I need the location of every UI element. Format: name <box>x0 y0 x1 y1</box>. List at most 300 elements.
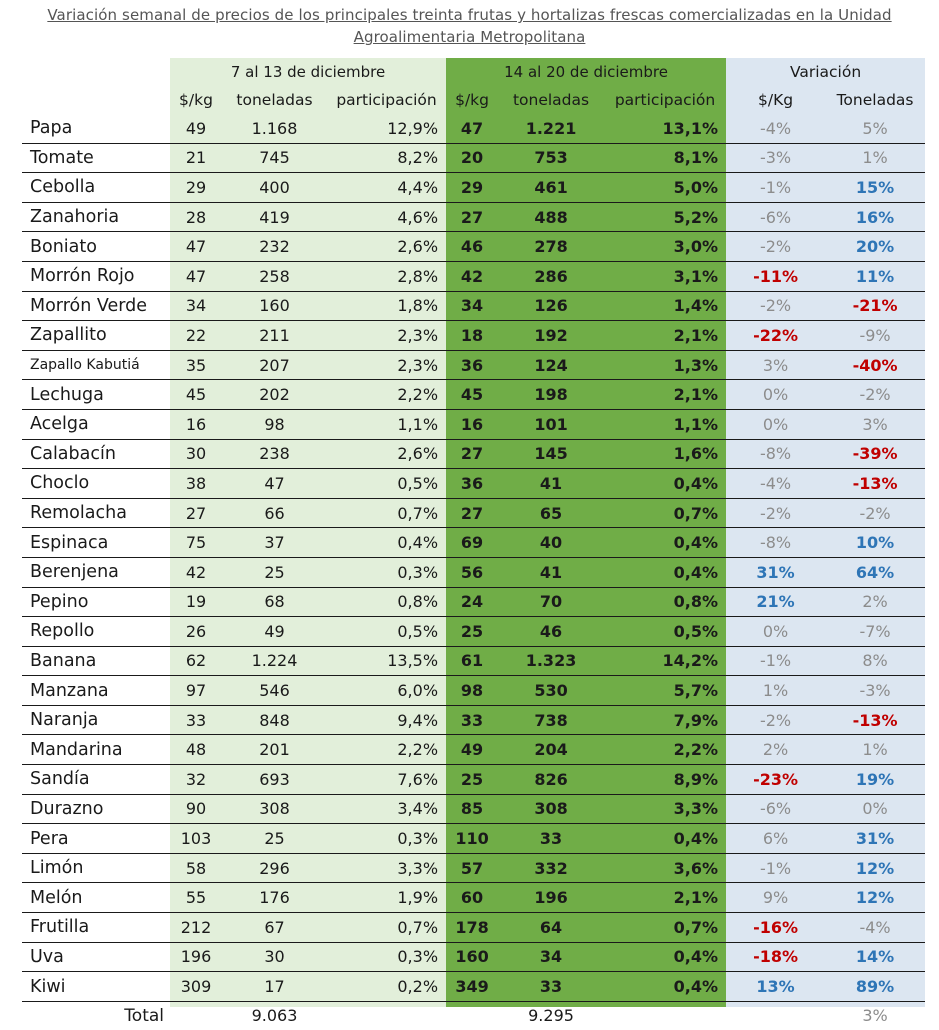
tons-week2: 332 <box>498 853 604 883</box>
tons-week1: 848 <box>222 705 327 735</box>
total-spacer-1 <box>170 1001 222 1030</box>
variation-price: -2% <box>726 705 825 735</box>
product-name: Calabacín <box>22 439 170 469</box>
share-week2: 1,1% <box>604 409 726 439</box>
product-name: Lechuga <box>22 380 170 410</box>
price-week1: 309 <box>170 972 222 1002</box>
share-week1: 2,6% <box>327 232 446 262</box>
price-week1: 35 <box>170 350 222 380</box>
variation-price: -8% <box>726 439 825 469</box>
product-name: Melón <box>22 883 170 913</box>
product-name: Boniato <box>22 232 170 262</box>
variation-tons: 10% <box>825 528 925 558</box>
price-week2: 85 <box>446 794 498 824</box>
variation-tons: 5% <box>825 114 925 143</box>
total-spacer-3 <box>446 1001 498 1030</box>
price-week2: 47 <box>446 114 498 143</box>
total-label: Total <box>124 1005 164 1026</box>
tons-week2: 196 <box>498 883 604 913</box>
variation-price: 2% <box>726 735 825 765</box>
tons-week2: 34 <box>498 942 604 972</box>
tons-week2: 461 <box>498 173 604 203</box>
share-week1: 2,2% <box>327 380 446 410</box>
price-week2: 25 <box>446 617 498 647</box>
price-week2: 18 <box>446 321 498 351</box>
product-name: Espinaca <box>22 528 170 558</box>
table-row <box>22 617 925 647</box>
total-tons-week2: 9.295 <box>528 1006 574 1026</box>
total-spacer-2 <box>327 1001 446 1030</box>
price-week2: 33 <box>446 705 498 735</box>
share-week1: 1,1% <box>327 409 446 439</box>
total-spacer-4 <box>604 1001 726 1030</box>
variation-tons: 12% <box>825 883 925 913</box>
table-row <box>22 409 925 439</box>
price-week2: 42 <box>446 261 498 291</box>
variation-tons: 1% <box>825 143 925 173</box>
tons-week1: 693 <box>222 765 327 795</box>
tons-week1: 176 <box>222 883 327 913</box>
col-tons-week1: toneladas <box>236 91 313 109</box>
table-row <box>22 824 925 854</box>
table-row <box>22 765 925 795</box>
share-week1: 7,6% <box>327 765 446 795</box>
tons-week1: 17 <box>222 972 327 1002</box>
tons-week1: 202 <box>222 380 327 410</box>
tons-week1: 296 <box>222 853 327 883</box>
table-row <box>22 173 925 203</box>
total-variation-tons: 3% <box>862 1006 888 1026</box>
share-week1: 12,9% <box>327 114 446 143</box>
price-week1: 28 <box>170 202 222 232</box>
variation-tons: 2% <box>825 587 925 617</box>
variation-price: -3% <box>726 143 825 173</box>
variation-tons: -40% <box>825 350 925 380</box>
total-tons-week1: 9.063 <box>251 1006 298 1026</box>
price-week2: 110 <box>446 824 498 854</box>
title-line-2: Agroalimentaria Metropolitana <box>353 28 586 46</box>
share-week1: 0,7% <box>327 498 446 528</box>
price-week2: 25 <box>446 765 498 795</box>
variation-price: -18% <box>726 942 825 972</box>
product-name: Mandarina <box>22 735 170 765</box>
share-week1: 4,6% <box>327 202 446 232</box>
page-title <box>0 4 939 48</box>
share-week1: 0,7% <box>327 913 446 943</box>
tons-week1: 400 <box>222 173 327 203</box>
tons-week1: 1.224 <box>222 646 327 676</box>
product-name: Limón <box>22 853 170 883</box>
variation-price: -2% <box>726 291 825 321</box>
table-row <box>22 794 925 824</box>
variation-header: Variación <box>789 63 862 81</box>
share-week2: 5,2% <box>604 202 726 232</box>
share-week2: 2,1% <box>604 380 726 410</box>
product-name: Morrón Verde <box>22 291 170 321</box>
price-week2: 45 <box>446 380 498 410</box>
variation-price: -6% <box>726 794 825 824</box>
share-week1: 0,8% <box>327 587 446 617</box>
tons-week2: 1.323 <box>498 646 604 676</box>
share-week2: 7,9% <box>604 705 726 735</box>
product-name: Berenjena <box>22 557 170 587</box>
title-line-1: Variación semanal de precios de los principales treinta frutas y hortalizas frescas comercializadas en la Unidad <box>47 6 892 24</box>
table-row <box>22 261 925 291</box>
price-week2: 20 <box>446 143 498 173</box>
tons-week1: 546 <box>222 676 327 706</box>
table-row <box>22 143 925 173</box>
col-price-week1: $/kg <box>179 91 213 109</box>
share-week2: 14,2% <box>604 646 726 676</box>
share-week1: 2,6% <box>327 439 446 469</box>
table-row <box>22 735 925 765</box>
table-row <box>22 350 925 380</box>
table-row <box>22 528 925 558</box>
product-name: Papa <box>22 114 170 143</box>
table-row <box>22 972 925 1002</box>
variation-tons: 0% <box>825 794 925 824</box>
tons-week2: 46 <box>498 617 604 647</box>
price-week2: 46 <box>446 232 498 262</box>
variation-price: 9% <box>726 883 825 913</box>
variation-price: -8% <box>726 528 825 558</box>
tons-week1: 66 <box>222 498 327 528</box>
share-week2: 5,0% <box>604 173 726 203</box>
price-week1: 22 <box>170 321 222 351</box>
price-week2: 60 <box>446 883 498 913</box>
price-week1: 97 <box>170 676 222 706</box>
price-week2: 29 <box>446 173 498 203</box>
share-week2: 0,4% <box>604 942 726 972</box>
variation-tons: 20% <box>825 232 925 262</box>
product-name: Repollo <box>22 617 170 647</box>
product-name: Morrón Rojo <box>22 261 170 291</box>
price-week2: 34 <box>446 291 498 321</box>
price-variation-table <box>22 58 925 1030</box>
price-week2: 57 <box>446 853 498 883</box>
product-name: Zapallo Kabutiá <box>22 350 170 380</box>
share-week2: 8,1% <box>604 143 726 173</box>
share-week1: 0,3% <box>327 824 446 854</box>
product-name: Zapallito <box>22 321 170 351</box>
tons-week1: 49 <box>222 617 327 647</box>
share-week1: 9,4% <box>327 705 446 735</box>
tons-week2: 753 <box>498 143 604 173</box>
table-row <box>22 498 925 528</box>
variation-price: -16% <box>726 913 825 943</box>
share-week1: 8,2% <box>327 143 446 173</box>
table-row <box>22 439 925 469</box>
variation-price: -22% <box>726 321 825 351</box>
variation-tons: 3% <box>825 409 925 439</box>
col-var-price: $/Kg <box>758 91 794 109</box>
price-week2: 69 <box>446 528 498 558</box>
share-week1: 0,5% <box>327 617 446 647</box>
col-price-week2: $/kg <box>455 91 489 109</box>
total-row <box>22 1001 925 1030</box>
price-week1: 62 <box>170 646 222 676</box>
share-week2: 2,1% <box>604 321 726 351</box>
table-row <box>22 676 925 706</box>
table-row <box>22 942 925 972</box>
price-week2: 61 <box>446 646 498 676</box>
price-week1: 26 <box>170 617 222 647</box>
variation-price: -4% <box>726 469 825 499</box>
price-week1: 103 <box>170 824 222 854</box>
table-row <box>22 883 925 913</box>
share-week1: 2,2% <box>327 735 446 765</box>
share-week2: 0,4% <box>604 528 726 558</box>
tons-week2: 33 <box>498 824 604 854</box>
variation-tons: -2% <box>825 498 925 528</box>
share-week1: 0,3% <box>327 942 446 972</box>
table-row <box>22 380 925 410</box>
product-name: Tomate <box>22 143 170 173</box>
product-name: Uva <box>22 942 170 972</box>
tons-week2: 101 <box>498 409 604 439</box>
price-week2: 27 <box>446 202 498 232</box>
price-week1: 30 <box>170 439 222 469</box>
tons-week2: 530 <box>498 676 604 706</box>
price-week2: 49 <box>446 735 498 765</box>
price-week2: 98 <box>446 676 498 706</box>
price-week2: 160 <box>446 942 498 972</box>
share-week1: 2,3% <box>327 321 446 351</box>
share-week2: 3,6% <box>604 853 726 883</box>
share-week1: 13,5% <box>327 646 446 676</box>
product-name: Cebolla <box>22 173 170 203</box>
variation-tons: -3% <box>825 676 925 706</box>
table-row <box>22 853 925 883</box>
tons-week1: 211 <box>222 321 327 351</box>
price-week1: 75 <box>170 528 222 558</box>
table-row <box>22 291 925 321</box>
tons-week1: 25 <box>222 824 327 854</box>
table-row <box>22 646 925 676</box>
variation-tons: 15% <box>825 173 925 203</box>
share-week2: 5,7% <box>604 676 726 706</box>
tons-week1: 30 <box>222 942 327 972</box>
tons-week1: 47 <box>222 469 327 499</box>
share-week1: 1,9% <box>327 883 446 913</box>
share-week2: 2,1% <box>604 883 726 913</box>
week1-header: 7 al 13 de diciembre <box>230 63 386 81</box>
share-week2: 0,4% <box>604 824 726 854</box>
share-week2: 1,4% <box>604 291 726 321</box>
tons-week2: 126 <box>498 291 604 321</box>
tons-week2: 204 <box>498 735 604 765</box>
variation-tons: -2% <box>825 380 925 410</box>
variation-price: -6% <box>726 202 825 232</box>
variation-tons: 14% <box>825 942 925 972</box>
share-week2: 1,3% <box>604 350 726 380</box>
tons-week2: 124 <box>498 350 604 380</box>
product-name: Durazno <box>22 794 170 824</box>
share-week2: 0,5% <box>604 617 726 647</box>
col-share-week2: participación <box>614 91 716 109</box>
variation-tons: 19% <box>825 765 925 795</box>
tons-week2: 1.221 <box>498 114 604 143</box>
variation-price: 21% <box>726 587 825 617</box>
share-week2: 13,1% <box>604 114 726 143</box>
variation-price: -1% <box>726 173 825 203</box>
price-week2: 16 <box>446 409 498 439</box>
tons-week2: 33 <box>498 972 604 1002</box>
share-week1: 3,4% <box>327 794 446 824</box>
price-week1: 47 <box>170 261 222 291</box>
tons-week2: 286 <box>498 261 604 291</box>
week2-header: 14 al 20 de diciembre <box>504 63 668 81</box>
tons-week1: 232 <box>222 232 327 262</box>
price-week1: 38 <box>170 469 222 499</box>
tons-week1: 25 <box>222 557 327 587</box>
variation-tons: 31% <box>825 824 925 854</box>
share-week2: 3,1% <box>604 261 726 291</box>
tons-week1: 37 <box>222 528 327 558</box>
price-week1: 21 <box>170 143 222 173</box>
header-row-weeks <box>22 58 925 86</box>
variation-tons: -21% <box>825 291 925 321</box>
share-week2: 0,4% <box>604 972 726 1002</box>
share-week2: 0,8% <box>604 587 726 617</box>
tons-week1: 67 <box>222 913 327 943</box>
share-week2: 0,4% <box>604 557 726 587</box>
share-week1: 2,8% <box>327 261 446 291</box>
share-week2: 3,3% <box>604 794 726 824</box>
product-name: Sandía <box>22 765 170 795</box>
variation-tons: -7% <box>825 617 925 647</box>
tons-week1: 258 <box>222 261 327 291</box>
price-week2: 27 <box>446 498 498 528</box>
total-spacer-5 <box>726 1001 825 1030</box>
product-name: Pepino <box>22 587 170 617</box>
share-week1: 0,2% <box>327 972 446 1002</box>
variation-price: -1% <box>726 853 825 883</box>
price-week1: 16 <box>170 409 222 439</box>
price-week2: 178 <box>446 913 498 943</box>
price-week2: 56 <box>446 557 498 587</box>
variation-price: 3% <box>726 350 825 380</box>
product-name: Kiwi <box>22 972 170 1002</box>
product-name: Zanahoria <box>22 202 170 232</box>
share-week1: 6,0% <box>327 676 446 706</box>
price-week1: 55 <box>170 883 222 913</box>
price-week1: 45 <box>170 380 222 410</box>
price-week1: 212 <box>170 913 222 943</box>
table-row <box>22 587 925 617</box>
col-tons-week2: toneladas <box>512 91 590 109</box>
variation-price: -4% <box>726 114 825 143</box>
tons-week1: 207 <box>222 350 327 380</box>
tons-week2: 70 <box>498 587 604 617</box>
product-name: Acelga <box>22 409 170 439</box>
product-name: Frutilla <box>22 913 170 943</box>
table-row <box>22 232 925 262</box>
product-name: Choclo <box>22 469 170 499</box>
tons-week2: 65 <box>498 498 604 528</box>
share-week1: 1,8% <box>327 291 446 321</box>
price-week1: 34 <box>170 291 222 321</box>
share-week1: 3,3% <box>327 853 446 883</box>
tons-week2: 145 <box>498 439 604 469</box>
variation-tons: -39% <box>825 439 925 469</box>
price-week1: 27 <box>170 498 222 528</box>
variation-tons: 89% <box>825 972 925 1002</box>
tons-week2: 738 <box>498 705 604 735</box>
price-week2: 36 <box>446 469 498 499</box>
col-var-tons: Toneladas <box>836 91 914 109</box>
variation-price: -2% <box>726 498 825 528</box>
variation-price: 31% <box>726 557 825 587</box>
price-week1: 196 <box>170 942 222 972</box>
share-week2: 0,7% <box>604 913 726 943</box>
price-week1: 58 <box>170 853 222 883</box>
tons-week1: 745 <box>222 143 327 173</box>
tons-week2: 192 <box>498 321 604 351</box>
table-row <box>22 114 925 143</box>
product-name: Pera <box>22 824 170 854</box>
variation-price: -1% <box>726 646 825 676</box>
variation-price: 1% <box>726 676 825 706</box>
table-row <box>22 705 925 735</box>
variation-tons: 16% <box>825 202 925 232</box>
col-share-week1: participación <box>336 91 437 109</box>
table-row <box>22 913 925 943</box>
variation-price: 0% <box>726 409 825 439</box>
variation-price: 6% <box>726 824 825 854</box>
table-row <box>22 202 925 232</box>
tons-week2: 308 <box>498 794 604 824</box>
table-row <box>22 557 925 587</box>
share-week1: 0,5% <box>327 469 446 499</box>
tons-week1: 308 <box>222 794 327 824</box>
price-week1: 90 <box>170 794 222 824</box>
tons-week1: 201 <box>222 735 327 765</box>
share-week1: 4,4% <box>327 173 446 203</box>
variation-tons: 12% <box>825 853 925 883</box>
price-week1: 42 <box>170 557 222 587</box>
tons-week2: 488 <box>498 202 604 232</box>
price-week1: 47 <box>170 232 222 262</box>
price-week2: 27 <box>446 439 498 469</box>
tons-week1: 98 <box>222 409 327 439</box>
tons-week2: 278 <box>498 232 604 262</box>
share-week2: 3,0% <box>604 232 726 262</box>
tons-week2: 41 <box>498 557 604 587</box>
share-week1: 0,4% <box>327 528 446 558</box>
product-name: Banana <box>22 646 170 676</box>
table-row <box>22 321 925 351</box>
tons-week1: 1.168 <box>222 114 327 143</box>
price-week2: 36 <box>446 350 498 380</box>
variation-price: -23% <box>726 765 825 795</box>
header-row-columns <box>22 86 925 114</box>
tons-week2: 826 <box>498 765 604 795</box>
share-week1: 2,3% <box>327 350 446 380</box>
variation-price: 0% <box>726 380 825 410</box>
variation-price: 0% <box>726 617 825 647</box>
tons-week1: 68 <box>222 587 327 617</box>
share-week2: 0,7% <box>604 498 726 528</box>
variation-tons: 1% <box>825 735 925 765</box>
tons-week1: 238 <box>222 439 327 469</box>
price-week1: 33 <box>170 705 222 735</box>
tons-week1: 160 <box>222 291 327 321</box>
variation-tons: -9% <box>825 321 925 351</box>
share-week2: 0,4% <box>604 469 726 499</box>
variation-tons: 11% <box>825 261 925 291</box>
variation-tons: -13% <box>825 469 925 499</box>
